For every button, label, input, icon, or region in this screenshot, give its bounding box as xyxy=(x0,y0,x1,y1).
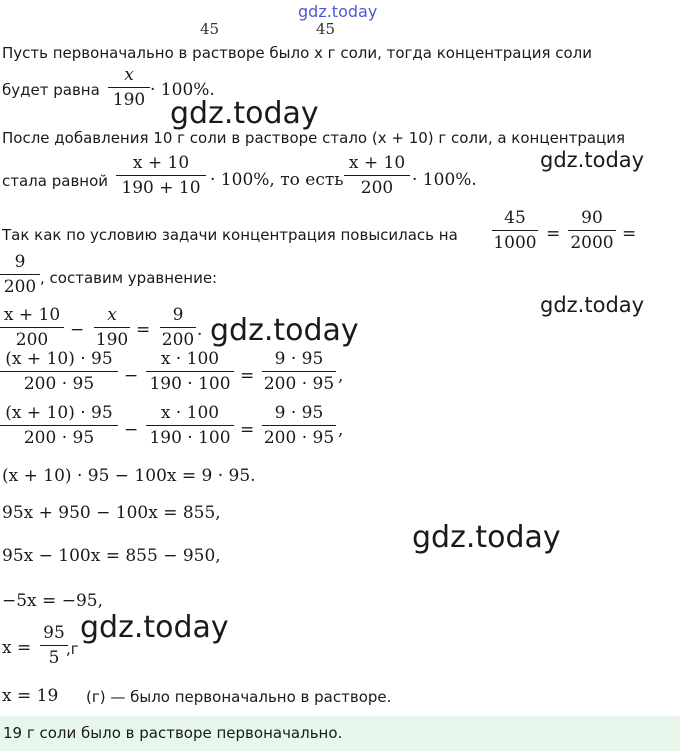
fraction-x10-over-190-10: x + 10 190 + 10 xyxy=(116,152,206,199)
step-result: −5x = −95, xyxy=(2,591,103,611)
eq2-fraction-b: x · 100 190 · 100 xyxy=(146,348,234,395)
partial-number-left: 45 xyxy=(200,20,220,38)
watermark-6: gdz.today xyxy=(80,610,229,645)
watermark-2: gdz.today xyxy=(540,148,645,172)
paragraph-2-percent: · 100%. xyxy=(150,80,215,100)
watermark-top: gdz.today xyxy=(298,2,378,21)
equals-1: = xyxy=(546,224,561,244)
eq1-equals: = xyxy=(136,320,151,340)
eq3-minus: − xyxy=(124,420,139,440)
fraction-x-over-190: x 190 xyxy=(108,64,150,111)
fraction-x10-over-200: x + 10 200 xyxy=(344,152,410,199)
fraction-95-over-5: 95 5 xyxy=(40,622,68,669)
step-x-explanation: (г) — было первоначально в растворе. xyxy=(86,688,392,706)
eq3-equals: = xyxy=(240,420,255,440)
eq2-minus: − xyxy=(124,366,139,386)
eq3-fraction-b: x · 100 190 · 100 xyxy=(146,402,234,449)
eq3-fraction-a: (x + 10) · 95 200 · 95 xyxy=(0,402,118,449)
eq1-fraction-a: x + 10 200 xyxy=(0,304,64,351)
eq2-comma: , xyxy=(338,366,344,386)
eq1-fraction-c: 9 200 xyxy=(161,305,195,350)
partial-number-right: 45 xyxy=(316,20,336,38)
step-expand: (x + 10) · 95 − 100x = 9 · 95. xyxy=(2,466,256,486)
step-x-equals: x = xyxy=(2,638,32,658)
eq2-fraction-c: 9 · 95 200 · 95 xyxy=(263,349,335,394)
eq1-dot: . xyxy=(197,320,203,340)
eq3-fraction-c: 9 · 95 200 · 95 xyxy=(263,403,335,448)
eq1-fraction-b: x 190 xyxy=(95,305,129,350)
watermark-3: gdz.today xyxy=(540,293,645,317)
watermark-5: gdz.today xyxy=(412,520,561,555)
step-move: 95x − 100x = 855 − 950, xyxy=(2,546,221,566)
watermark-4: gdz.today xyxy=(210,313,359,348)
fraction-9-over-200: 9 200 xyxy=(0,251,40,298)
eq3-comma: , xyxy=(338,420,344,440)
answer-box xyxy=(0,716,680,751)
eq2-fraction-a: (x + 10) · 95 200 · 95 xyxy=(0,348,118,395)
paragraph-4-text: стала равной xyxy=(2,172,109,190)
step-simplify: 95x + 950 − 100x = 855, xyxy=(2,503,221,523)
paragraph-6: , составим уравнение: xyxy=(40,269,218,287)
answer-text: 19 г соли было в растворе первоначально. xyxy=(3,724,343,742)
paragraph-5-text: Так как по условию задачи концентрация повысилась на xyxy=(2,226,458,244)
eq2-equals: = xyxy=(240,366,255,386)
paragraph-4-end: · 100%. xyxy=(412,170,477,190)
step-x-unit: ,г xyxy=(66,640,79,658)
fraction-45-over-1000: 45 1000 xyxy=(493,208,537,253)
paragraph-4-mid: · 100%, то есть xyxy=(210,170,344,190)
fraction-90-over-2000: 90 2000 xyxy=(568,207,616,254)
paragraph-3: После добавления 10 г соли в растворе стало (x + 10) г соли, а концентрация xyxy=(2,129,626,147)
step-x-value: x = 19 xyxy=(2,686,59,706)
paragraph-1: Пусть первоначально в растворе было x г соли, тогда концентрация соли xyxy=(2,44,592,62)
equals-2: = xyxy=(622,224,637,244)
paragraph-2-text: будет равна xyxy=(2,81,100,99)
watermark-1: gdz.today xyxy=(170,96,319,131)
eq1-minus: − xyxy=(70,320,85,340)
